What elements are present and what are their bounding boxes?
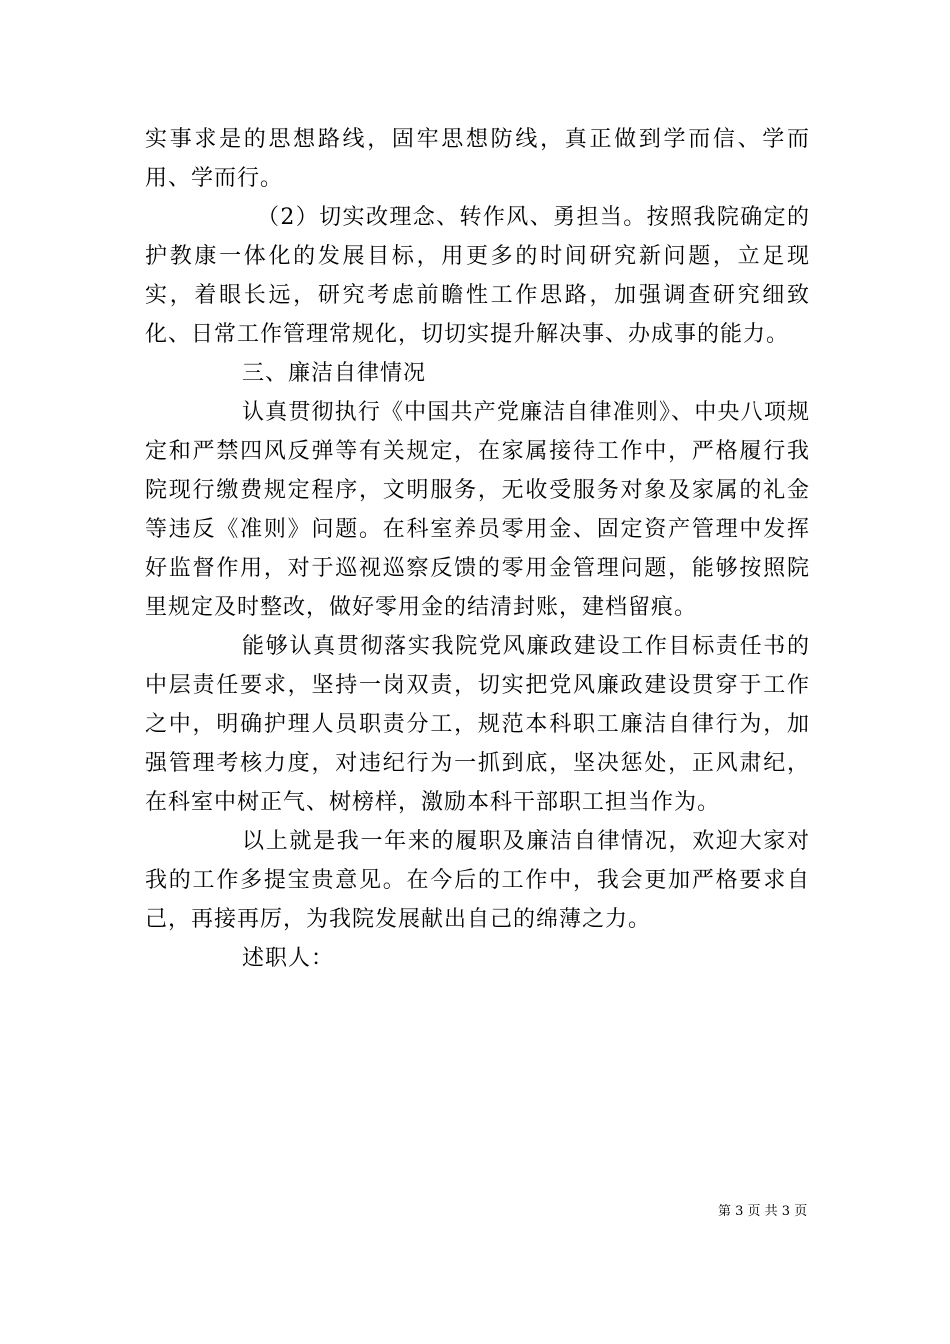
- section-heading-integrity: 三、廉洁自律情况: [242, 361, 427, 386]
- paragraph-reform-point: （2）切实改理念、转作风、勇担当。按照我院确定的护教康一体化的发展目标，用更多的时间研究新问题，立足现实，着眼长远，研究考虑前瞻性工作思路，加强调查研究细致化、日常工作管理常规化，切切实提升解决事、办成事的能力。: [145, 205, 810, 347]
- signature-line: 述职人：: [242, 946, 335, 971]
- paragraph-integrity-rules: 认真贯彻执行《中国共产党廉洁自律准则》、中央八项规定和严禁四风反弹等有关规定，在家属接待工作中，严格履行我院现行缴费规定程序，文明服务，无收受服务对象及家属的礼金等违反《准则》问题。在科室养员零用金、固定资产管理中发挥好监督作用，对于巡视巡察反馈的零用金管理问题，能够按照院里规定及时整改，做好零用金的结清封账，建档留痕。: [145, 400, 810, 620]
- document-body: [145, 120, 810, 978]
- paragraph-conclusion: 以上就是我一年来的履职及廉洁自律情况，欢迎大家对我的工作多提宝贵意见。在今后的工作中，我会更加严格要求自己，再接再厉，为我院发展献出自己的绵薄之力。: [145, 829, 810, 932]
- paragraph-continuation: 实事求是的思想路线，固牢思想防线，真正做到学而信、学而用、学而行。: [145, 127, 810, 191]
- page-number-footer: 第 3 页 共 3 页: [718, 1204, 808, 1219]
- paragraph-party-building: 能够认真贯彻落实我院党风廉政建设工作目标责任书的中层责任要求，坚持一岗双责，切实把党风廉政建设贯穿于工作之中，明确护理人员职责分工，规范本科职工廉洁自律行为，加强管理考核力度，对违纪行为一抓到底，坚决惩处，正风肃纪，在科室中树正气、树榜样，激励本科干部职工担当作为。: [145, 634, 810, 815]
